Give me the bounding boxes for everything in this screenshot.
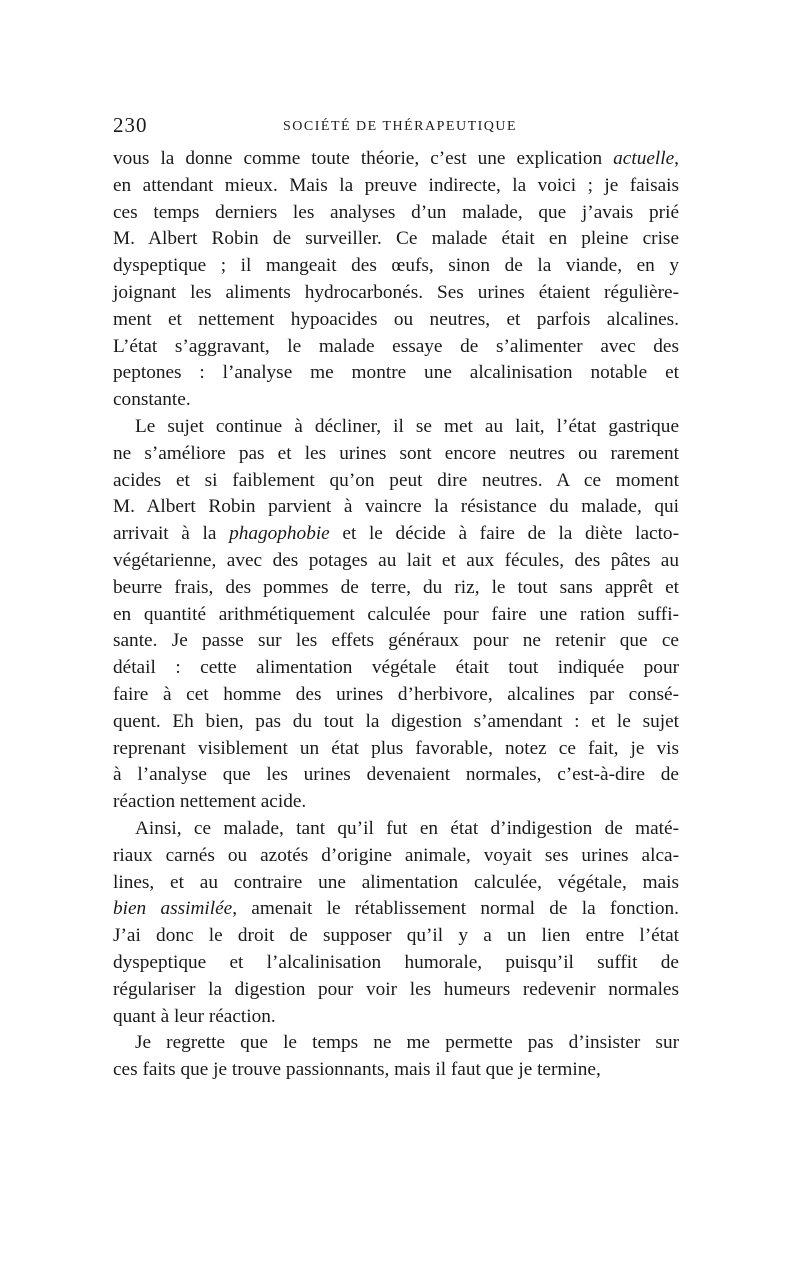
text-line bbox=[113, 628, 679, 655]
text-line bbox=[113, 575, 679, 602]
text-line bbox=[113, 360, 679, 387]
text-segment: quent. Eh bien, pas du tout la digestion s’amendant : et le sujet bbox=[113, 710, 679, 732]
text-segment: beurre frais, des pommes de terre, du riz, le tout sans apprêt et bbox=[113, 576, 679, 598]
text-segment: Je regrette que le temps ne me permette pas d’insister sur bbox=[135, 1032, 679, 1054]
paragraph bbox=[113, 414, 679, 816]
text-line bbox=[113, 709, 679, 736]
text-line bbox=[113, 280, 679, 307]
text-line bbox=[113, 173, 679, 200]
text-segment: reprenant visiblement un état plus favorable, notez ce fait, je vis bbox=[113, 737, 679, 759]
text-line bbox=[113, 1030, 679, 1057]
italic-text: phagophobie bbox=[229, 523, 330, 545]
text-segment: dyspeptique ; il mangeait des œufs, sinon de la viande, en y bbox=[113, 255, 679, 277]
text-segment: sante. Je passe sur les effets généraux pour ne retenir que ce bbox=[113, 630, 679, 652]
text-segment: ment et nettement hypoacides ou neutres, et parfois alcalines. bbox=[113, 308, 679, 330]
text-segment: L’état s’aggravant, le malade essaye de s’alimenter avec des bbox=[113, 335, 679, 357]
text-segment: constante. bbox=[113, 389, 191, 411]
text-segment: joignant les aliments hydrocarbonés. Ses urines étaient régulière- bbox=[113, 281, 679, 303]
text-segment: M. Albert Robin de surveiller. Ce malade était en pleine crise bbox=[113, 228, 679, 250]
text-segment: et le décide à faire de la diète lacto- bbox=[329, 523, 679, 545]
text-line bbox=[113, 602, 679, 629]
text-segment: faire à cet homme des urines d’herbivore, alcalines par consé- bbox=[113, 683, 679, 705]
paragraph bbox=[113, 146, 679, 414]
text-segment: dyspeptique et l’alcalinisation humorale, puisqu’il suffit de bbox=[113, 951, 679, 973]
text-line bbox=[113, 843, 679, 870]
text-segment: Ainsi, ce malade, tant qu’il fut en état d’indigestion de maté- bbox=[135, 817, 679, 839]
text-line bbox=[113, 870, 679, 897]
text-segment: peptones : l’analyse me montre une alcalinisation notable et bbox=[113, 362, 679, 384]
text-line bbox=[113, 789, 679, 816]
text-segment: en attendant mieux. Mais la preuve indirecte, la voici ; je faisais bbox=[113, 174, 679, 196]
text-line bbox=[113, 414, 679, 441]
text-line bbox=[113, 441, 679, 468]
text-segment: J’ai donc le droit de supposer qu’il y a un lien entre l’état bbox=[113, 925, 679, 947]
text-segment: riaux carnés ou azotés d’origine animale, voyait ses urines alca- bbox=[113, 844, 679, 866]
text-segment: détail : cette alimentation végétale était tout indiquée pour bbox=[113, 657, 679, 679]
text-line bbox=[113, 923, 679, 950]
text-segment: arrivait à la bbox=[113, 523, 230, 545]
text-line bbox=[113, 253, 679, 280]
text-line bbox=[113, 977, 679, 1004]
text-segment: vous la donne comme toute théorie, c’est une explication bbox=[113, 148, 614, 169]
text-segment: lines, et au contraire une alimentation calculée, végétale, mais bbox=[113, 871, 679, 893]
paragraph bbox=[113, 816, 679, 1030]
text-segment: à l’analyse que les urines devenaient normales, c’est-à-dire de bbox=[113, 764, 679, 786]
text-line bbox=[113, 1057, 679, 1084]
page-number: 230 bbox=[113, 113, 148, 137]
text-line bbox=[113, 655, 679, 682]
text-line bbox=[113, 682, 679, 709]
text-line bbox=[113, 387, 679, 414]
page-header bbox=[113, 113, 678, 143]
text-line bbox=[113, 307, 679, 334]
text-line bbox=[113, 226, 679, 253]
text-line bbox=[113, 816, 679, 843]
text-segment: ces faits que je trouve passionnants, mais il faut que je termine, bbox=[113, 1059, 601, 1081]
text-segment: en quantité arithmétiquement calculée pour faire une ration suffi- bbox=[113, 603, 679, 625]
text-line bbox=[113, 762, 679, 789]
text-segment: acides et si faiblement qu’on peut dire neutres. A ce moment bbox=[113, 469, 679, 491]
text-segment: quant à leur réaction. bbox=[113, 1005, 276, 1027]
text-segment: ne s’améliore pas et les urines sont encore neutres ou rarement bbox=[113, 442, 679, 464]
italic-text: actuelle bbox=[613, 148, 675, 169]
text-line bbox=[113, 896, 679, 923]
text-line bbox=[113, 494, 679, 521]
text-line bbox=[113, 521, 679, 548]
text-line bbox=[113, 146, 679, 173]
paragraph bbox=[113, 1030, 679, 1084]
text-line bbox=[113, 1004, 679, 1031]
text-segment: , bbox=[674, 148, 679, 169]
running-head: SOCIÉTÉ DE THÉRAPEUTIQUE bbox=[283, 119, 518, 134]
text-line bbox=[113, 950, 679, 977]
text-segment: régulariser la digestion pour voir les humeurs redevenir normales bbox=[113, 978, 679, 1000]
body-text bbox=[113, 146, 679, 1084]
text-line bbox=[113, 468, 679, 495]
text-segment: , amenait le rétablissement normal de la fonction. bbox=[232, 898, 679, 920]
text-segment: Le sujet continue à décliner, il se met au lait, l’état gastrique bbox=[135, 415, 679, 437]
italic-text: bien assimilée bbox=[113, 898, 233, 920]
text-segment: réaction nettement acide. bbox=[113, 791, 307, 813]
text-line bbox=[113, 736, 679, 763]
text-segment: M. Albert Robin parvient à vaincre la résistance du malade, qui bbox=[113, 496, 679, 518]
text-line bbox=[113, 334, 679, 361]
text-line bbox=[113, 548, 679, 575]
text-segment: végétarienne, avec des potages au lait et aux fécules, des pâtes au bbox=[113, 549, 679, 571]
text-segment: ces temps derniers les analyses d’un malade, que j’avais prié bbox=[113, 201, 679, 223]
text-line bbox=[113, 200, 679, 227]
